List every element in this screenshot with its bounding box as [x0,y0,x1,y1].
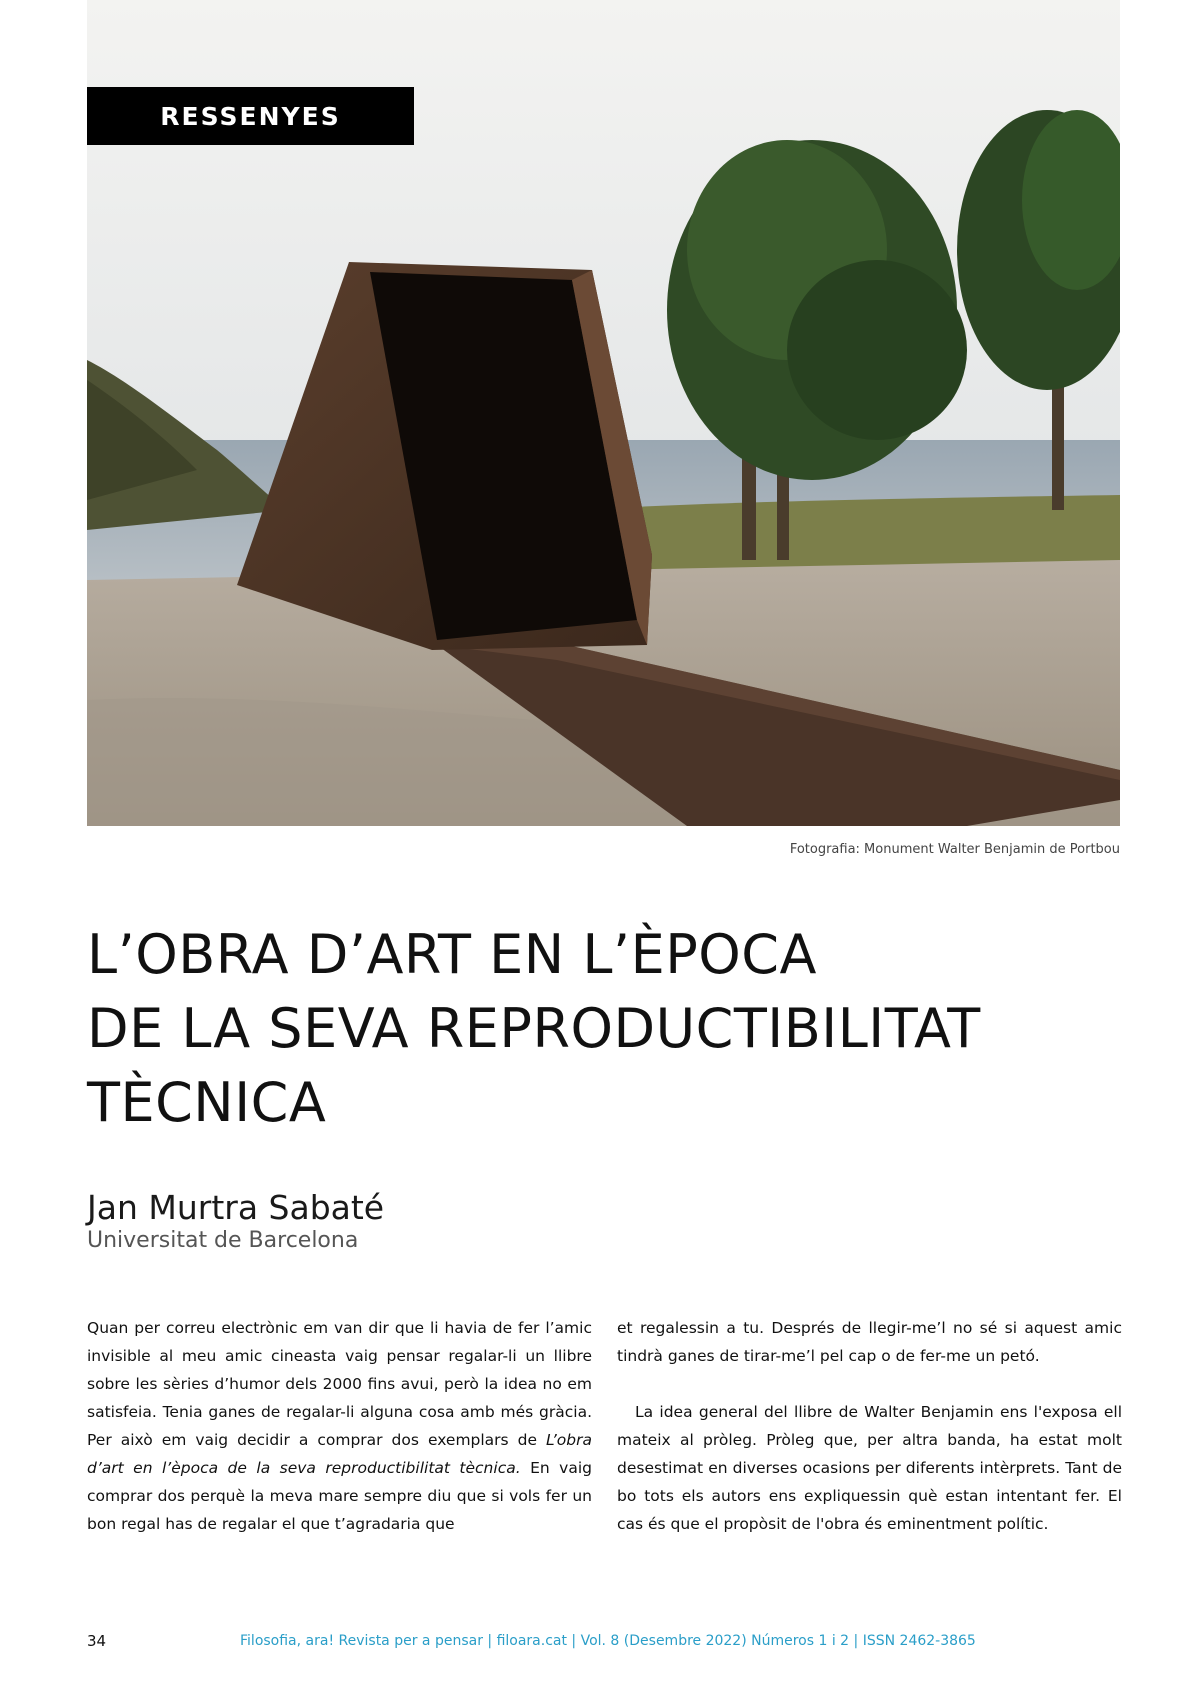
photo-caption: Fotografia: Monument Walter Benjamin de Portbou [789,842,1120,857]
body-column-left [87,1314,592,1538]
page-number: 34 [87,1632,107,1650]
title-line: DE LA SEVA REPRODUCTIBILITAT [87,997,981,1060]
paragraph-text: Quan per correu electrònic em van dir que li havia de fer l’amic invisible al meu amic cineasta vaig pensar regalar-li un llibre sobre les sèries d’humor dels 2000 fins avui, però la idea no em satisfeia. Tenia ganes de regalar-li alguna cosa amb més gràcia. Per això em vaig decidir a comprar dos exemplars de [87,1319,592,1449]
paragraph: et regalessin a tu. Després de llegir-me’l no sé si aquest amic tindrà ganes de tirar-me’l pel cap o de fer-me un petó. [617,1319,1122,1365]
article-title [87,918,1127,1140]
title-line: TÈCNICA [87,1071,327,1134]
title-line: L’OBRA D’ART EN L’ÈPOCA [87,923,817,986]
paragraph-text: En vaig comprar dos perquè la meva mare sempre diu que si vols fer un bon regal has de regalar el que t’agradaria que [87,1459,592,1533]
author-name: Jan Murtra Sabaté [87,1188,385,1227]
paragraph [87,1314,592,1538]
footer-journal-info: Filosofia, ara! Revista per a pensar | filoara.cat | Vol. 8 (Desembre 2022) Números 1 i 2 | ISSN 2462-3865 [240,1633,976,1649]
body-column-right [617,1314,1122,1538]
section-label: RESSENYES [87,87,414,145]
book-title-italic: L’obra d’art en l’època de la seva reproductibilitat tècnica. [87,1431,592,1477]
paragraph: La idea general del llibre de Walter Benjamin ens l'exposa ell mateix al pròleg. Pròleg que, per altra banda, ha estat molt desestimat en diverses ocasions per diferents intèrprets. Tant de bo tots els autors ens expliquessin què estan intentant fer. El cas és que el propòsit de l'obra és eminentment polític. [617,1403,1122,1533]
author-affiliation: Universitat de Barcelona [87,1228,359,1253]
